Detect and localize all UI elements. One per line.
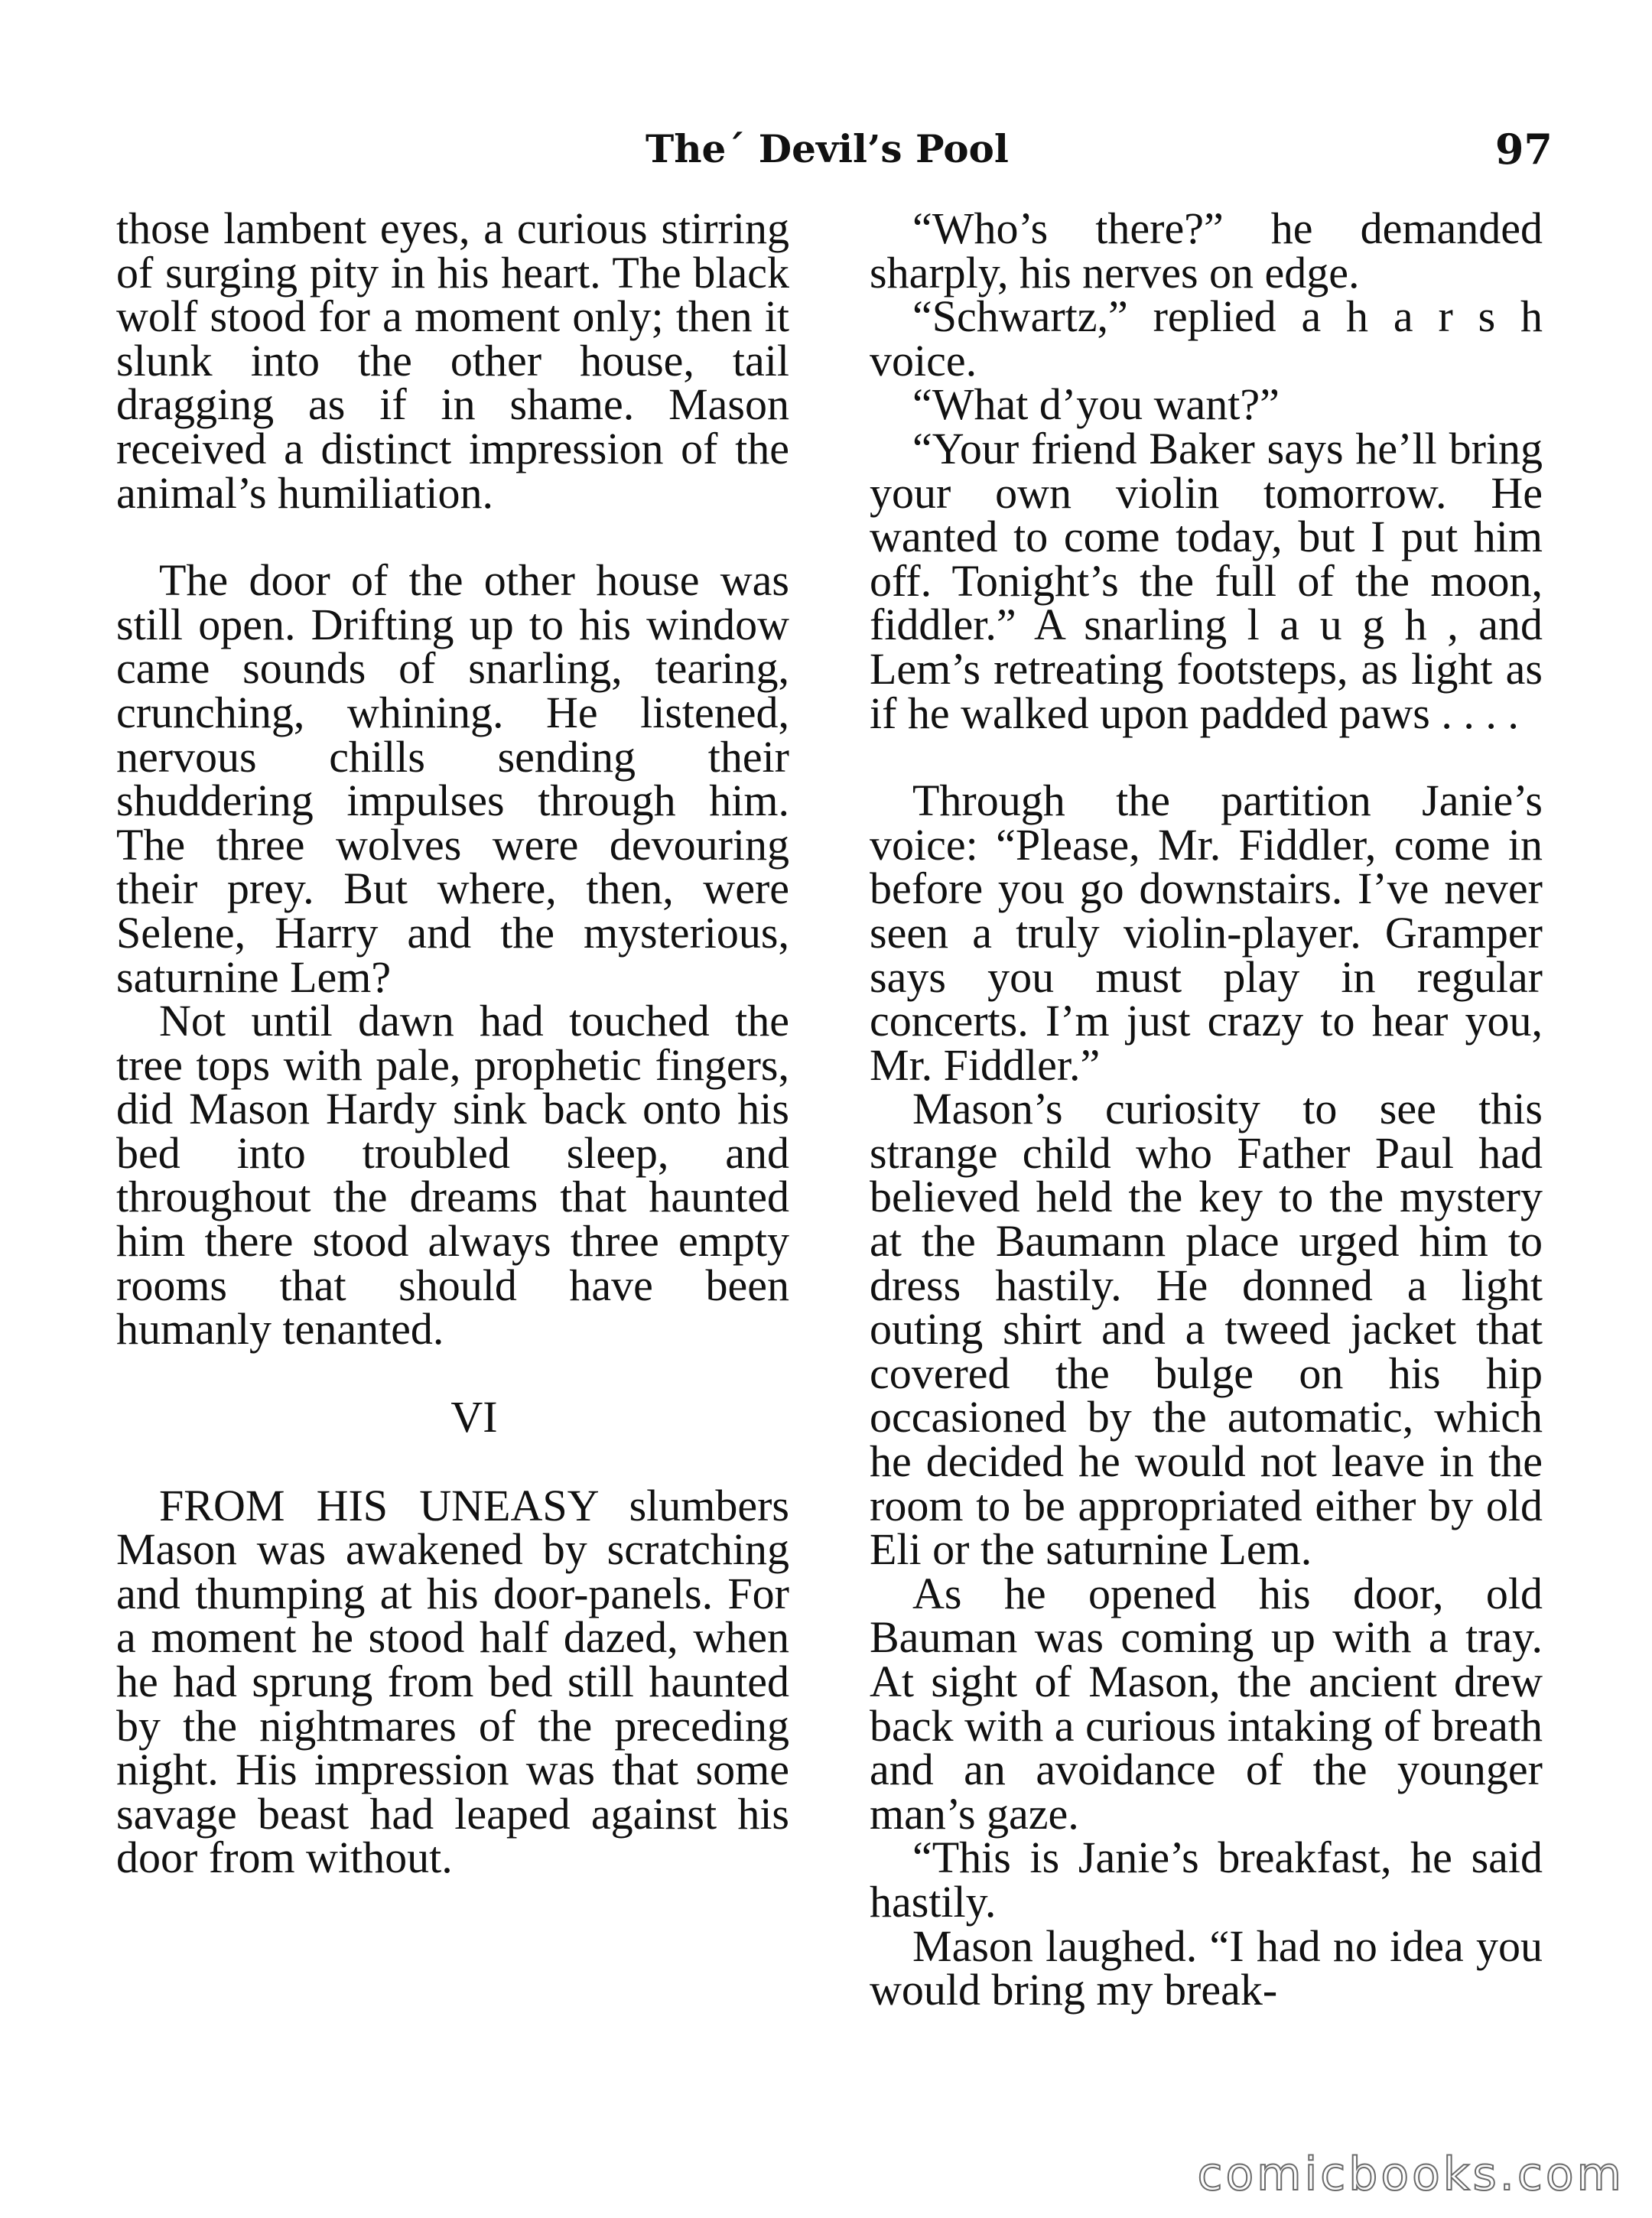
spacer [116,1439,789,1484]
paragraph: “Your friend Baker says he’ll bring your own violin tomorrow. He wanted to come today, but I put him off. Tonight’s the full of the moon, fiddler.” A snarling l a u g h , and Lem’s retreating footsteps, as light as if he walked upon padded paws . . . . [870,423,1543,738]
paragraph: As he opened his door, old Bauman was coming up with a tray. At sight of Mason, the ancient drew back with a curious intaking of breath and an avoidance of the younger man’s gaze. [870,1568,1543,1839]
page-header [0,122,1652,184]
paragraph: Not until dawn had touched the tree tops with pale, prophetic fingers, did Mason Hardy sink back onto his bed into troubled sleep, and throughout the dreams that haunted him there stood always three empty rooms that should have been humanly tenanted. [116,996,789,1355]
paragraph: “What d’you want?” [912,379,1280,430]
paragraph: “Schwartz,” replied a h a r s h voice. [870,291,1543,385]
left-column [116,203,789,1883]
running-title: The´ Devil’s Pool [646,126,1009,171]
paragraph [116,1480,789,1883]
paragraph: Through the partition Janie’s voice: “Please, Mr. Fiddler, come in before you go downstairs. I’ve never seen a truly violin-player. Gramper says you must play in regular concerts. I’m just crazy to hear you, Mr. Fiddler.” [870,776,1543,1090]
spacer [116,1351,789,1396]
paragraph-text: slumbers Mason was awakened by scratching and thumping at his door-panels. For a moment he stood half dazed, when he had sprung from bed still haunted by the nightmares of the preceding night. His impression was that some savage beast had leaped against his door from without. [116,1480,789,1883]
paragraph: The door of the other house was still open. Drifting up to his window came sounds of snarling, tearing, crunching, whining. He listened, nervous chills sending their shuddering impulses through him. The three wolves were devouring their prey. But where, then, were Selene, Harry and the mysterious, saturnine Lem? [116,555,789,1002]
paragraph: Mason laughed. “I had no idea you would bring my break- [870,1920,1543,2015]
paragraph: those lambent eyes, a curious stirring of surging pity in his heart. The black wolf stood for a moment only; then it slunk into the other house, tail dragging as if in shame. Mason received a distinct impression of the animal’s humiliation. [116,203,789,518]
small-caps-lead: FROM HIS UNEASY [159,1480,598,1530]
paragraph: “Who’s there?” he demanded sharply, his nerves on edge. [870,203,1543,298]
paragraph: Mason’s curiosity to see this strange child who Father Paul had believed held the key to the mystery at the Baumann place urged him to dress hastily. He donned a light outing shirt and a tweed jacket that covered the bulge on his hip occasioned by the automatic, which he decided he would not leave in the room to be appropriated either by old Eli or the saturnine Lem. [870,1084,1543,1575]
paragraph: “This is Janie’s breakfast, he said hastily. [870,1833,1543,1927]
watermark: comicbooks.com [1197,2148,1624,2201]
section-heading: VI [450,1392,498,1442]
page-number: 97 [1494,125,1553,174]
right-column [870,203,1543,2015]
